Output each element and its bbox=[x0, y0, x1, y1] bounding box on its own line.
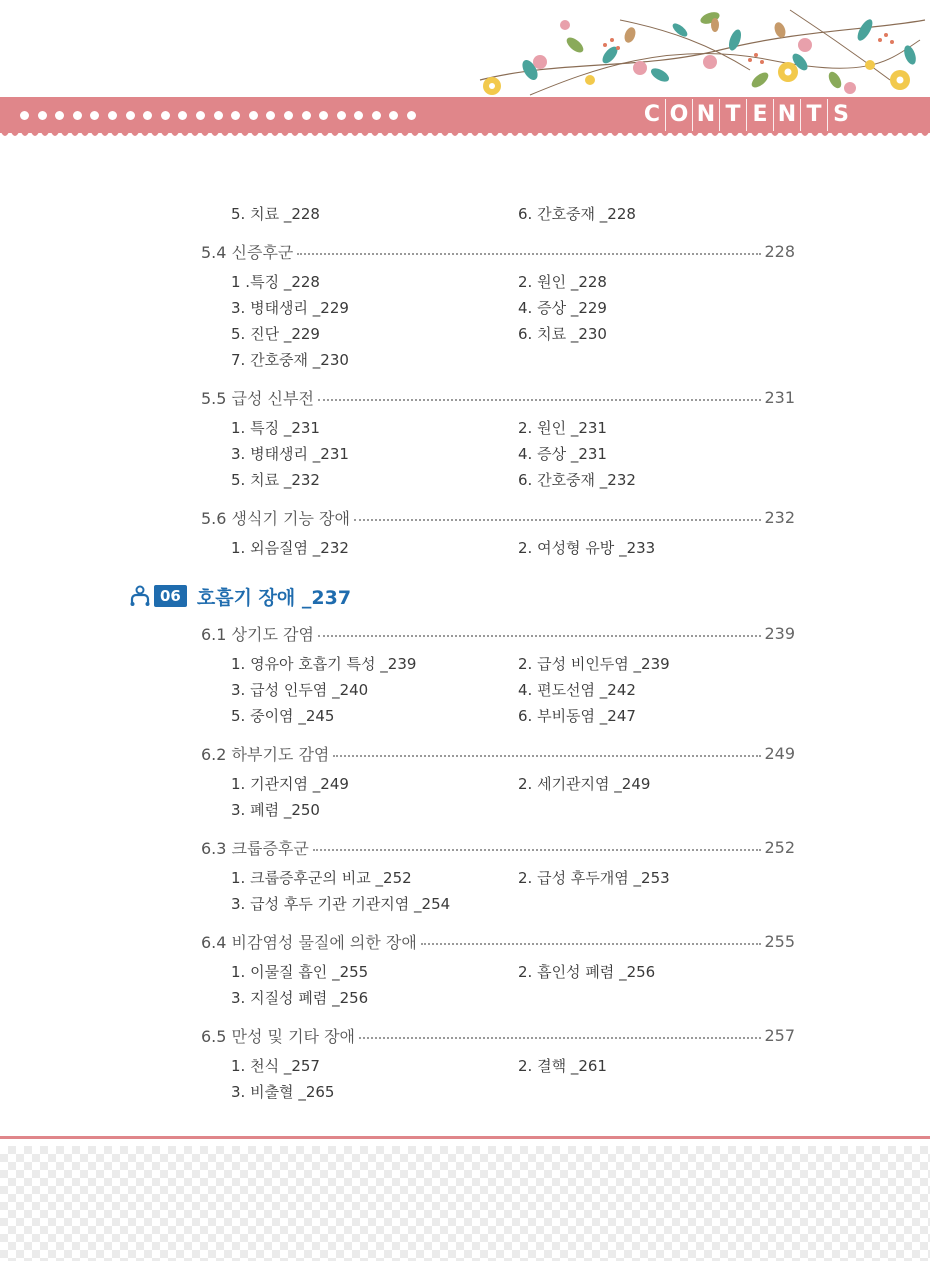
dot-leader bbox=[318, 399, 762, 401]
toc-item[interactable]: 1 .특징 _228 bbox=[231, 273, 320, 291]
toc-item[interactable]: 1. 천식 _257 bbox=[231, 1057, 320, 1075]
section-page: 257 bbox=[764, 1025, 795, 1045]
chapter-number: 06 bbox=[154, 585, 187, 607]
toc-item[interactable]: 2. 결핵 _261 bbox=[518, 1057, 607, 1075]
toc-section[interactable] bbox=[201, 506, 795, 528]
toc-item[interactable]: 2. 급성 후두개염 _253 bbox=[518, 869, 670, 887]
section-title: 6.4 비감염성 물질에 의한 장애 bbox=[201, 932, 417, 952]
dot-leader bbox=[333, 755, 761, 757]
toc-item[interactable]: 1. 이물질 흡인 _255 bbox=[231, 963, 369, 981]
toc-section[interactable] bbox=[201, 930, 795, 952]
toc-item[interactable]: 7. 간호중재 _230 bbox=[231, 351, 349, 369]
toc-item[interactable]: 1. 외음질염 _232 bbox=[231, 539, 349, 557]
toc-item[interactable]: 5. 중이염 _245 bbox=[231, 707, 335, 725]
footer-rule bbox=[0, 1136, 930, 1139]
section-page: 255 bbox=[764, 931, 795, 951]
dot-leader bbox=[354, 519, 762, 521]
scallop-edge bbox=[0, 130, 930, 142]
toc-item[interactable]: 1. 크룹증후군의 비교 _252 bbox=[231, 869, 412, 887]
checker-pattern bbox=[0, 1146, 930, 1261]
title-letter: C bbox=[639, 99, 666, 131]
toc-item[interactable]: 3. 급성 인두염 _240 bbox=[231, 681, 369, 699]
dot-decoration bbox=[20, 111, 416, 121]
toc-item[interactable]: 4. 편도선염 _242 bbox=[518, 681, 636, 699]
section-title: 5.4 신증후군 bbox=[201, 242, 294, 262]
toc-item[interactable]: 2. 세기관지염 _249 bbox=[518, 775, 651, 793]
title-letter: N bbox=[774, 99, 801, 131]
toc-item[interactable]: 6. 부비동염 _247 bbox=[518, 707, 636, 725]
toc-item[interactable]: 2. 원인 _228 bbox=[518, 273, 607, 291]
title-letter: T bbox=[801, 99, 828, 131]
toc-item[interactable]: 2. 원인 _231 bbox=[518, 419, 607, 437]
section-title: 6.3 크룹증후군 bbox=[201, 838, 309, 858]
toc-section[interactable] bbox=[201, 836, 795, 858]
toc-item[interactable]: 2. 여성형 유방 _233 bbox=[518, 539, 656, 557]
section-title: 6.2 하부기도 감염 bbox=[201, 744, 330, 764]
toc-item[interactable]: 3. 폐렴 _250 bbox=[231, 801, 320, 819]
dot-leader bbox=[318, 635, 762, 637]
title-letter: S bbox=[833, 102, 849, 127]
header bbox=[0, 0, 930, 150]
chapter-title: 호흡기 장애 _237 bbox=[196, 586, 352, 609]
toc-section[interactable] bbox=[201, 1024, 795, 1046]
toc-item[interactable]: 1. 기관지염 _249 bbox=[231, 775, 349, 793]
title-letter: E bbox=[747, 99, 774, 131]
section-title: 6.1 상기도 감염 bbox=[201, 624, 314, 644]
toc-section[interactable] bbox=[201, 386, 795, 408]
section-page: 231 bbox=[764, 387, 795, 407]
toc-item[interactable]: 5. 치료 _228 bbox=[231, 205, 320, 223]
toc-item[interactable]: 6. 치료 _230 bbox=[518, 325, 607, 343]
toc-item[interactable]: 5. 진단 _229 bbox=[231, 325, 320, 343]
toc-item[interactable]: 2. 흡인성 폐렴 _256 bbox=[518, 963, 656, 981]
section-title: 5.5 급성 신부전 bbox=[201, 388, 314, 408]
section-page: 239 bbox=[764, 623, 795, 643]
section-title: 5.6 생식기 기능 장애 bbox=[201, 508, 350, 528]
dot-leader bbox=[359, 1037, 761, 1039]
section-page: 232 bbox=[764, 507, 795, 527]
dot-leader bbox=[297, 253, 761, 255]
dot-leader bbox=[313, 849, 762, 851]
section-title: 6.5 만성 및 기타 장애 bbox=[201, 1026, 355, 1046]
title-letter: N bbox=[693, 99, 720, 131]
section-page: 249 bbox=[764, 743, 795, 763]
toc-item[interactable]: 2. 급성 비인두염 _239 bbox=[518, 655, 670, 673]
toc-item[interactable]: 5. 치료 _232 bbox=[231, 471, 320, 489]
title-letter: O bbox=[666, 99, 693, 131]
toc-item[interactable]: 1. 특징 _231 bbox=[231, 419, 320, 437]
dot-leader bbox=[421, 943, 762, 945]
toc-item[interactable]: 3. 병태생리 _231 bbox=[231, 445, 349, 463]
toc-item[interactable]: 4. 증상 _231 bbox=[518, 445, 607, 463]
contents-title bbox=[639, 99, 854, 131]
toc-item[interactable]: 1. 영유아 호흡기 특성 _239 bbox=[231, 655, 417, 673]
section-page: 252 bbox=[764, 837, 795, 857]
toc-section[interactable] bbox=[201, 742, 795, 764]
chapter-heading[interactable] bbox=[130, 582, 351, 610]
toc-item[interactable]: 6. 간호중재 _228 bbox=[518, 205, 636, 223]
floral-decoration-icon bbox=[470, 0, 930, 100]
toc-item[interactable]: 3. 비출혈 _265 bbox=[231, 1083, 335, 1101]
toc-item[interactable]: 6. 간호중재 _232 bbox=[518, 471, 636, 489]
toc-section[interactable] bbox=[201, 622, 795, 644]
person-icon bbox=[130, 585, 150, 607]
toc-item[interactable]: 4. 증상 _229 bbox=[518, 299, 607, 317]
section-page: 228 bbox=[764, 241, 795, 261]
toc-item[interactable]: 3. 지질성 폐렴 _256 bbox=[231, 989, 369, 1007]
toc-item[interactable]: 3. 병태생리 _229 bbox=[231, 299, 349, 317]
toc-item[interactable]: 3. 급성 후두 기관 기관지염 _254 bbox=[231, 895, 451, 913]
toc-section[interactable] bbox=[201, 240, 795, 262]
title-letter: T bbox=[720, 99, 747, 131]
